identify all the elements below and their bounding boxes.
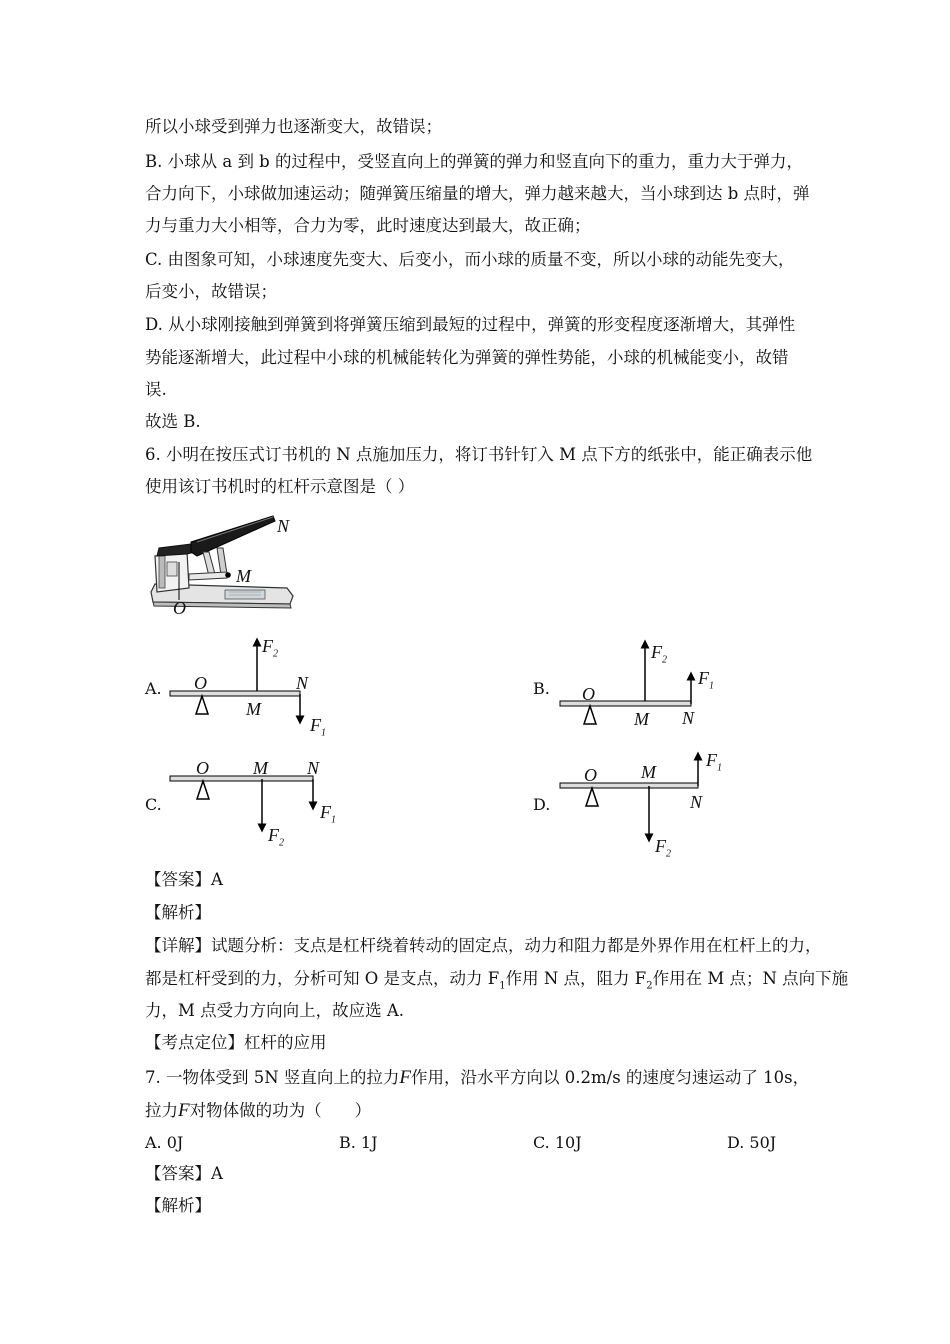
option-b-o-label: O [582,684,595,704]
option-c-f2-label: $F_2$ [268,825,284,849]
option-a-letter[interactable]: A. [145,679,162,698]
kaodian-label: 【考点定位】杠杆的应用 [145,1033,327,1052]
option-a-o-label: O [194,673,207,693]
question-7-text: 拉力F对物体做的功为（ ） [145,1100,372,1121]
option-a-n-label: N [296,673,309,693]
option-c-letter[interactable]: C. [145,795,162,814]
answer-label: 【答案】A [145,1164,223,1183]
question-6-text: 6. 小明在按压式订书机的 N 点施加压力，将订书针钉入 M 点下方的纸张中，能正确表示他 [145,445,813,464]
choice-b[interactable]: B. 1J [339,1133,378,1152]
stapler-label-m: M [236,566,251,586]
choice-d[interactable]: D. 50J [727,1133,777,1152]
detail-text: 都是杠杆受到的力，分析可知 O 是支点，动力 $F_1$作用 N 点，阻力 $F_2$作用在 M 点；N 点向下施 [145,969,849,992]
paragraph-line: 误. [145,380,167,399]
paragraph-line: 力与重力大小相等，合力为零，此时速度达到最大，故正确； [145,216,591,235]
stapler-label-n: N [277,516,290,536]
answer-label: 【答案】A [145,870,223,889]
option-b-letter[interactable]: B. [533,679,550,698]
option-d-letter[interactable]: D. [533,795,551,814]
option-a-m-label: M [246,699,261,719]
paragraph-line: 后变小，故错误； [145,282,277,301]
option-b-f1-label: $F_1$ [698,668,714,692]
choice-a[interactable]: A. 0J [145,1133,184,1152]
option-b-f2-label: $F_2$ [651,642,667,666]
detail-text: 【详解】试题分析：支点是杠杆绕着转动的固定点，动力和阻力都是外界作用在杠杆上的力， [145,936,822,955]
paragraph-line: 故选 B. [145,412,201,431]
paragraph-line: C. 由图象可知，小球速度先变大、后变小，而小球的质量不变，所以小球的动能先变大， [145,250,795,269]
option-a-f2-label: $F_2$ [262,636,278,660]
choice-c[interactable]: C. 10J [533,1133,582,1152]
analysis-label: 【解析】 [145,903,211,922]
option-d-n-label: N [690,792,703,812]
paragraph-line: 所以小球受到弹力也逐渐变大，故错误； [145,117,442,136]
option-b-n-label: N [682,708,695,728]
paragraph-line: D. 从小球刚接触到弹簧到将弹簧压缩到最短的过程中，弹簧的形变程度逐渐增大，其弹性 [145,315,796,334]
paragraph-line: 势能逐渐增大，此过程中小球的机械能转化为弹簧的弹性势能，小球的机械能变小，故错 [145,348,789,367]
question-7-text: 7. 一物体受到 5N 竖直向上的拉力F作用，沿水平方向以 0.2m/s 的速度匀速运动了 10s， [145,1067,810,1088]
option-d-f2-label: $F_2$ [655,836,671,860]
option-d-o-label: O [584,765,597,785]
option-a-f1-label: $F_1$ [310,715,326,739]
paragraph-line: 合力向下，小球做加速运动；随弹簧压缩量的增大，弹力越来越大，当小球到达 b 点时，弹 [145,184,810,203]
stapler-label-o: O [173,598,186,618]
option-c-m-label: M [253,758,268,778]
paragraph-line: B. 小球从 a 到 b 的过程中，受竖直向上的弹簧的弹力和竖直向下的重力，重力大于弹力， [145,152,803,171]
detail-text: 力，M 点受力方向向上，故应选 A. [145,1001,405,1020]
option-d-m-label: M [641,762,656,782]
option-d-lever-diagram [550,740,730,860]
option-c-n-label: N [307,758,320,778]
option-b-m-label: M [634,709,649,729]
option-d-f1-label: $F_1$ [706,750,722,774]
option-c-o-label: O [196,758,209,778]
analysis-label: 【解析】 [145,1196,211,1215]
option-c-f1-label: $F_1$ [320,802,336,826]
question-6-text: 使用该订书机时的杠杆示意图是（ ） [145,477,415,496]
